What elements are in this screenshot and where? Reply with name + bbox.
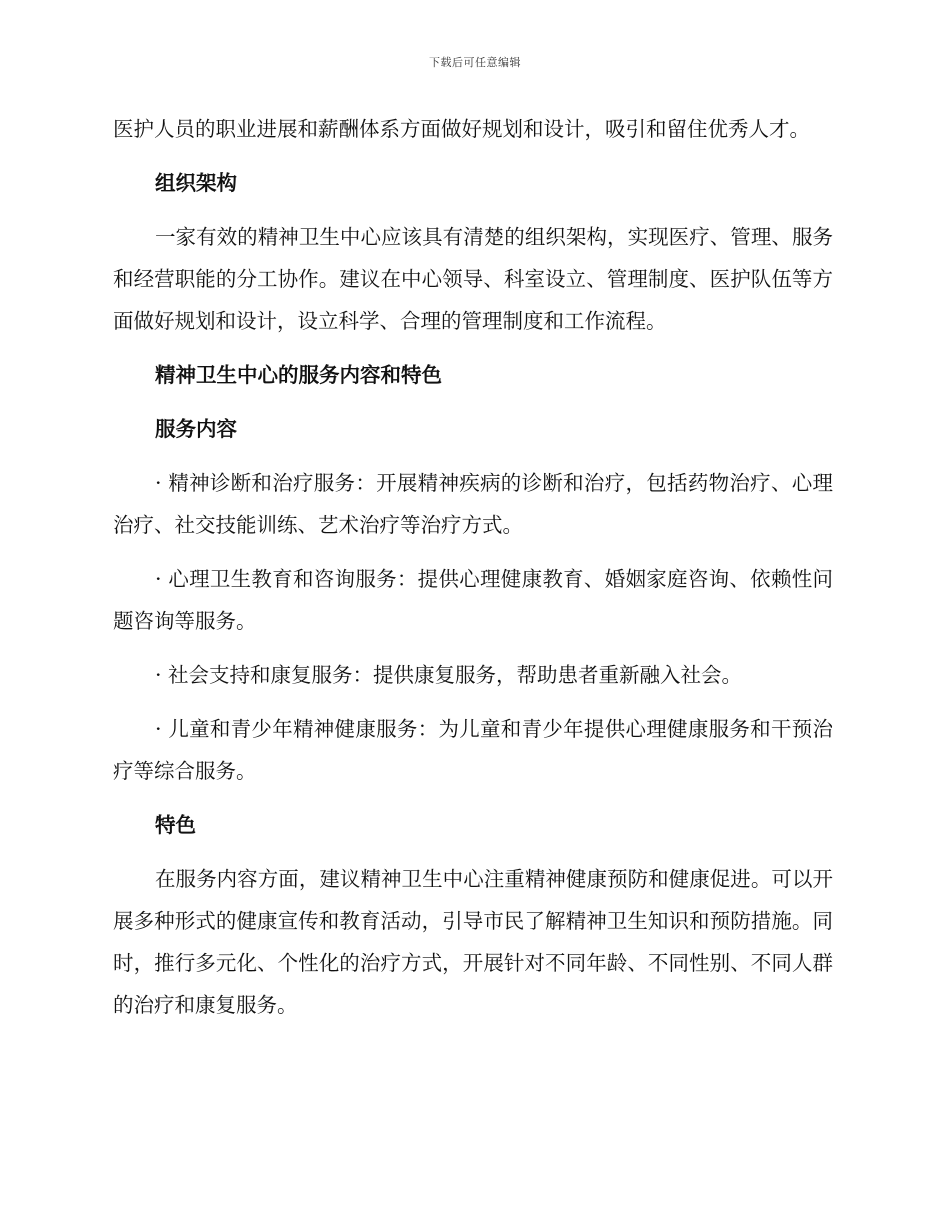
section-heading-organization: 组织架构 [155, 171, 237, 195]
subsection-heading-services: 服务内容 [155, 417, 237, 441]
bullet-item-youth: · 儿童和青少年精神健康服务：为儿童和青少年提供心理健康服务和干预治疗等综合服务。 [113, 717, 833, 783]
paragraph-features: 在服务内容方面，建议精神卫生中心注重精神健康预防和健康促进。可以开展多种形式的健康宣传和教育活动，引导市民了解精神卫生知识和预防措施。同时，推行多元化、个性化的治疗方式，开展针对不同年龄、不同性别、不同人群的治疗和康复服务。 [113, 867, 833, 1017]
bullet-item-rehabilitation: · 社会支持和康复服务：提供康复服务，帮助患者重新融入社会。 [155, 663, 743, 687]
section-heading-services-features: 精神卫生中心的服务内容和特色 [155, 363, 442, 387]
bullet-item-diagnosis: · 精神诊断和治疗服务：开展精神疾病的诊断和治疗，包括药物治疗、心理治疗、社交技能训练、艺术治疗等治疗方式。 [113, 471, 833, 537]
paragraph-organization: 一家有效的精神卫生中心应该具有清楚的组织架构，实现医疗、管理、服务和经营职能的分工协作。建议在中心领导、科室设立、管理制度、医护队伍等方面做好规划和设计，设立科学、合理的管理制度和工作流程。 [113, 225, 833, 333]
header-note: 下载后可任意编辑 [429, 56, 521, 69]
document-body [113, 108, 833, 1026]
paragraph-continuation: 医护人员的职业进展和薪酬体系方面做好规划和设计，吸引和留住优秀人才。 [113, 117, 810, 141]
bullet-item-education: · 心理卫生教育和咨询服务：提供心理健康教育、婚姻家庭咨询、依赖性问题咨询等服务。 [113, 567, 833, 633]
subsection-heading-features: 特色 [155, 813, 196, 837]
